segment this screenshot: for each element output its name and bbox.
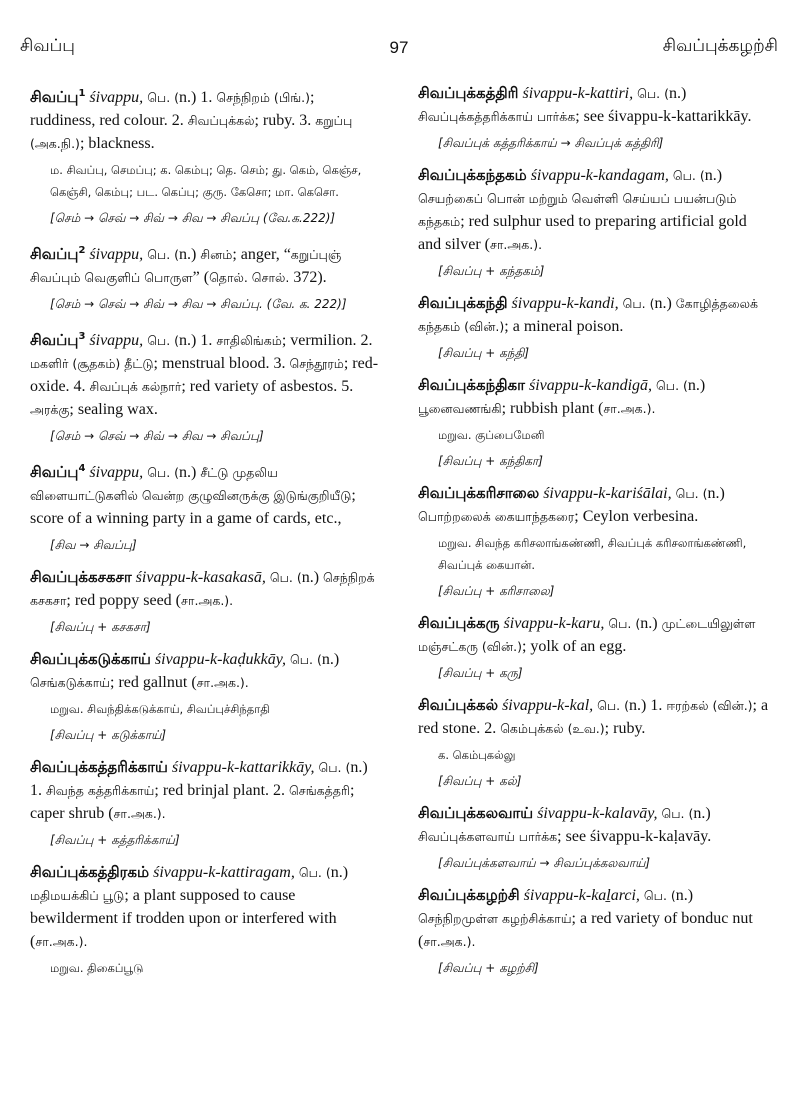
headword — [30, 650, 151, 668]
transliteration: śivappu-k-kaḍukkāy, — [154, 651, 286, 668]
headword-text: சிவப்புக்கந்திகா — [418, 376, 525, 394]
cognates-note: ம. சிவப்பு, செமப்பு; க. கெம்பு; தெ. செம்; து. கெம், கெஞ்ச, கெஞ்சி, கெம்பு; பட. கெப்பு; குரு. கேசொ; மா. கெசொ. — [50, 163, 362, 199]
dictionary-entry — [30, 756, 382, 851]
entry-main — [418, 802, 770, 848]
definition: பெ. (n.) 1. சிவந்த கத்தரிக்காய்; red brinjal plant. 2. செங்கத்தரி; caper shrub (சா.அக.). — [30, 759, 368, 822]
headword — [30, 463, 85, 481]
etymology: [சிவப்பு + கழற்சி] — [438, 961, 539, 975]
homonym-number: 3 — [78, 331, 86, 342]
definition: பெ. (n.) செந்நிறக் கசகசா; red poppy seed (சா.அக.). — [30, 569, 375, 609]
etymology: [சிவப்பு + கந்தகம்] — [438, 264, 545, 278]
transliteration: śivappu, — [89, 464, 144, 481]
transliteration: śivappu-k-kandi, — [511, 295, 619, 312]
headword-text: சிவப்புக்கழற்சி — [418, 886, 520, 904]
dictionary-entry — [418, 884, 770, 979]
headword-text: சிவப்புக்கத்திரகம் — [30, 863, 150, 881]
headword-text: சிவப்புக்கத்திரி — [418, 84, 519, 102]
left-column — [30, 82, 382, 989]
transliteration: śivappu-k-kalavāy, — [537, 805, 658, 822]
headword — [30, 245, 85, 263]
entry-main — [418, 82, 770, 128]
headword-text: சிவப்பு — [30, 88, 79, 106]
transliteration: śivappu-k-kandagam, — [530, 167, 669, 184]
dictionary-entry — [418, 612, 770, 684]
definition: பெ. (n.) செந்நிறமுள்ள கழற்சிக்காய்; a red variety of bonduc nut (சா.அக.). — [418, 887, 753, 950]
headword-text: சிவப்பு — [30, 245, 79, 263]
dictionary-entry — [30, 861, 382, 979]
entry-main — [418, 694, 770, 740]
headword-text: சிவப்புக்கரு — [418, 614, 500, 632]
entry-main — [30, 861, 382, 953]
headword — [418, 294, 508, 312]
homonym-number: 1 — [78, 88, 86, 99]
dictionary-entry — [30, 648, 382, 746]
etymology: [சிவப்புக் கத்தரிக்காய் → சிவப்புக் கத்திரி] — [438, 136, 664, 150]
etymology: [செம் → செவ் → சிவ் → சிவ → சிவப்பு] — [50, 429, 264, 443]
entry-main — [30, 457, 382, 530]
dictionary-entry — [30, 325, 382, 447]
etymology: [சிவப்பு + கத்தரிக்காய்] — [50, 833, 180, 847]
entry-main — [30, 756, 382, 825]
etymology: [சிவப்பு + கசகசா] — [50, 620, 151, 634]
dictionary-entry — [418, 292, 770, 364]
entry-main — [418, 482, 770, 528]
headword — [418, 614, 500, 632]
cognates-note: மறுவ. சிவந்திக்கடுக்காய், சிவப்புச்சிந்தாதி — [50, 702, 270, 716]
entry-main — [30, 239, 382, 289]
cognates-note: மறுவ. திகைப்பூடு — [50, 961, 144, 975]
headword — [30, 88, 85, 106]
dictionary-entry — [418, 482, 770, 602]
transliteration: śivappu-k-kasakasā, — [135, 569, 266, 586]
page-number: 97 — [389, 38, 409, 57]
transliteration: śivappu-k-kattiragam, — [153, 864, 295, 881]
transliteration: śivappu-k-kattarikkāy, — [171, 759, 315, 776]
dictionary-entry — [30, 566, 382, 638]
cognates-note: க. கெம்புகல்லு — [438, 748, 516, 762]
entry-main — [418, 374, 770, 420]
homonym-number: 2 — [78, 245, 86, 256]
entry-main — [30, 566, 382, 612]
page-header — [20, 36, 778, 64]
transliteration: śivappu-k-kattiri, — [522, 85, 634, 102]
headword-text: சிவப்புக்கசகசா — [30, 568, 132, 586]
entry-main — [30, 648, 382, 694]
headword-text: சிவப்புக்கந்தி — [418, 294, 508, 312]
headword — [418, 804, 533, 822]
definition: பெ. (n.) 1. செந்நிறம் (பிங்.); ruddiness, red colour. 2. சிவப்புக்கல்; ruby. 3. கறுப்பு (அக.நி.); blackness. — [30, 89, 353, 152]
headword-text: சிவப்பு — [30, 463, 79, 481]
etymology: [செம் → செவ் → சிவ் → சிவ → சிவப்பு (வே.க.222)] — [50, 211, 336, 225]
definition: பெ. (n.) சீட்டு முதலிய விளையாட்டுகளில் வென்ற குழுவினருக்கு இடுங்குறியீடு; score of a winning party in a game of cards, etc., — [30, 464, 356, 527]
headword-text: சிவப்புக்கந்தகம் — [418, 166, 527, 184]
definition: பெ. (n.) சிவப்புக்கத்தரிக்காய் பார்க்க; see śivappu-k-kattarikkāy. — [418, 85, 752, 125]
transliteration: śivappu-k-kandigā, — [528, 377, 653, 394]
definition: பெ. (n.) சினம்; anger, “கறுப்புஞ் சிவப்பும் வெகுளிப் பொருள” (தொல். சொல். 372). — [30, 246, 342, 286]
headword — [30, 863, 149, 881]
etymology: [சிவப்பு + கடுக்காய்] — [50, 728, 167, 742]
headword — [30, 568, 132, 586]
headword-text: சிவப்புக்கலவாய் — [418, 804, 534, 822]
etymology: [சிவப்பு + கந்திகா] — [438, 454, 543, 468]
definition: பெ. (n.) பொற்றலைக் கையாந்தகரை; Ceylon verbesina. — [418, 485, 725, 525]
header-right-guideword: சிவப்புக்கழற்சி — [662, 36, 778, 56]
headword-text: சிவப்புக்கரிசாலை — [418, 484, 540, 502]
entry-main — [418, 164, 770, 256]
header-left-guideword: சிவப்பு — [20, 36, 75, 56]
entry-main — [30, 82, 382, 155]
homonym-number: 4 — [78, 463, 86, 474]
definition: பெ. (n.) 1. ஈரற்கல் (வின்.); a red stone. 2. கெம்புக்கல் (உவ.); ruby. — [418, 697, 769, 737]
headword — [418, 696, 498, 714]
entry-main — [418, 292, 770, 338]
transliteration: śivappu-k-karu, — [503, 615, 605, 632]
transliteration: śivappu-k-kariśālai, — [543, 485, 672, 502]
cognates-note: மறுவ. சிவந்த கரிசலாங்கண்ணி, சிவப்புக் கரிசலாங்கண்ணி, சிவப்புக் கையான். — [438, 536, 747, 572]
headword — [418, 376, 525, 394]
entry-main — [418, 884, 770, 953]
dictionary-entry — [418, 374, 770, 472]
transliteration: śivappu-k-kal, — [502, 697, 594, 714]
definition: பெ. (n.) செயற்கைப் பொன் மற்றும் வெள்ளி செய்யப் பயன்படும் கந்தகம்; red sulphur used to preparing artificial gold and silver (சா.அக.). — [418, 167, 747, 253]
etymology: [சிவப்பு + கல்] — [438, 774, 522, 788]
definition: பெ. (n.) பூனைவணங்கி; rubbish plant (சா.அக.). — [418, 377, 706, 417]
entry-main — [30, 325, 382, 421]
etymology: [சிவ → சிவப்பு] — [50, 538, 137, 552]
etymology: [சிவப்புக்களவாய் → சிவப்புக்கலவாய்] — [438, 856, 651, 870]
definition: பெ. (n.) செங்கடுக்காய்; red gallnut (சா.அக.). — [30, 651, 340, 691]
headword-text: சிவப்புக்கடுக்காய் — [30, 650, 151, 668]
etymology: [செம் → செவ் → சிவ் → சிவ → சிவப்பு. (வே. க. 222)] — [50, 297, 347, 311]
headword — [418, 484, 539, 502]
definition: பெ. (n.) மதிமயக்கிப் பூடு; a plant supposed to cause bewilderment if trodden upon or interfered with (சா.அக.). — [30, 864, 349, 950]
definition: பெ. (n.) 1. சாதிலிங்கம்; vermilion. 2. மகளிர் (சூதகம்) தீட்டு; menstrual blood. 3. செந்தூரம்; red-oxide. 4. சிவப்புக் கல்நார்; red variety of asbestos. 5. அரக்கு; sealing wax. — [30, 332, 379, 418]
right-column — [418, 82, 770, 989]
definition: பெ. (n.) முட்டையிலுள்ள மஞ்சட்கரு (வின்.); yolk of an egg. — [418, 615, 756, 655]
transliteration: śivappu, — [89, 332, 144, 349]
headword-text: சிவப்புக்கத்தரிக்காய் — [30, 758, 168, 776]
transliteration: śivappu, — [89, 89, 144, 106]
definition: பெ. (n.) சிவப்புக்களவாய் பார்க்க; see śivappu-k-kaḷavāy. — [418, 805, 712, 845]
dictionary-entry — [30, 239, 382, 315]
transliteration: śivappu, — [89, 246, 144, 263]
dictionary-entry — [418, 82, 770, 154]
headword — [418, 166, 527, 184]
transliteration: śivappu-k-kaḻarci, — [523, 887, 640, 904]
dictionary-entry — [30, 82, 382, 229]
headword — [30, 758, 168, 776]
headword — [418, 84, 518, 102]
headword — [418, 886, 520, 904]
etymology: [சிவப்பு + கந்தி] — [438, 346, 529, 360]
cognates-note: மறுவ. குப்பைமேனி — [438, 428, 545, 442]
dictionary-entry — [30, 457, 382, 556]
definition: பெ. (n.) கோழித்தலைக் கந்தகம் (வின்.); a mineral poison. — [418, 295, 758, 335]
headword-text: சிவப்புக்கல் — [418, 696, 499, 714]
headword — [30, 331, 85, 349]
dictionary-entry — [418, 802, 770, 874]
headword-text: சிவப்பு — [30, 331, 79, 349]
entry-main — [418, 612, 770, 658]
dictionary-entry — [418, 694, 770, 792]
etymology: [சிவப்பு + கரு] — [438, 666, 523, 680]
dictionary-entry — [418, 164, 770, 282]
etymology: [சிவப்பு + கரிசாலை] — [438, 584, 555, 598]
